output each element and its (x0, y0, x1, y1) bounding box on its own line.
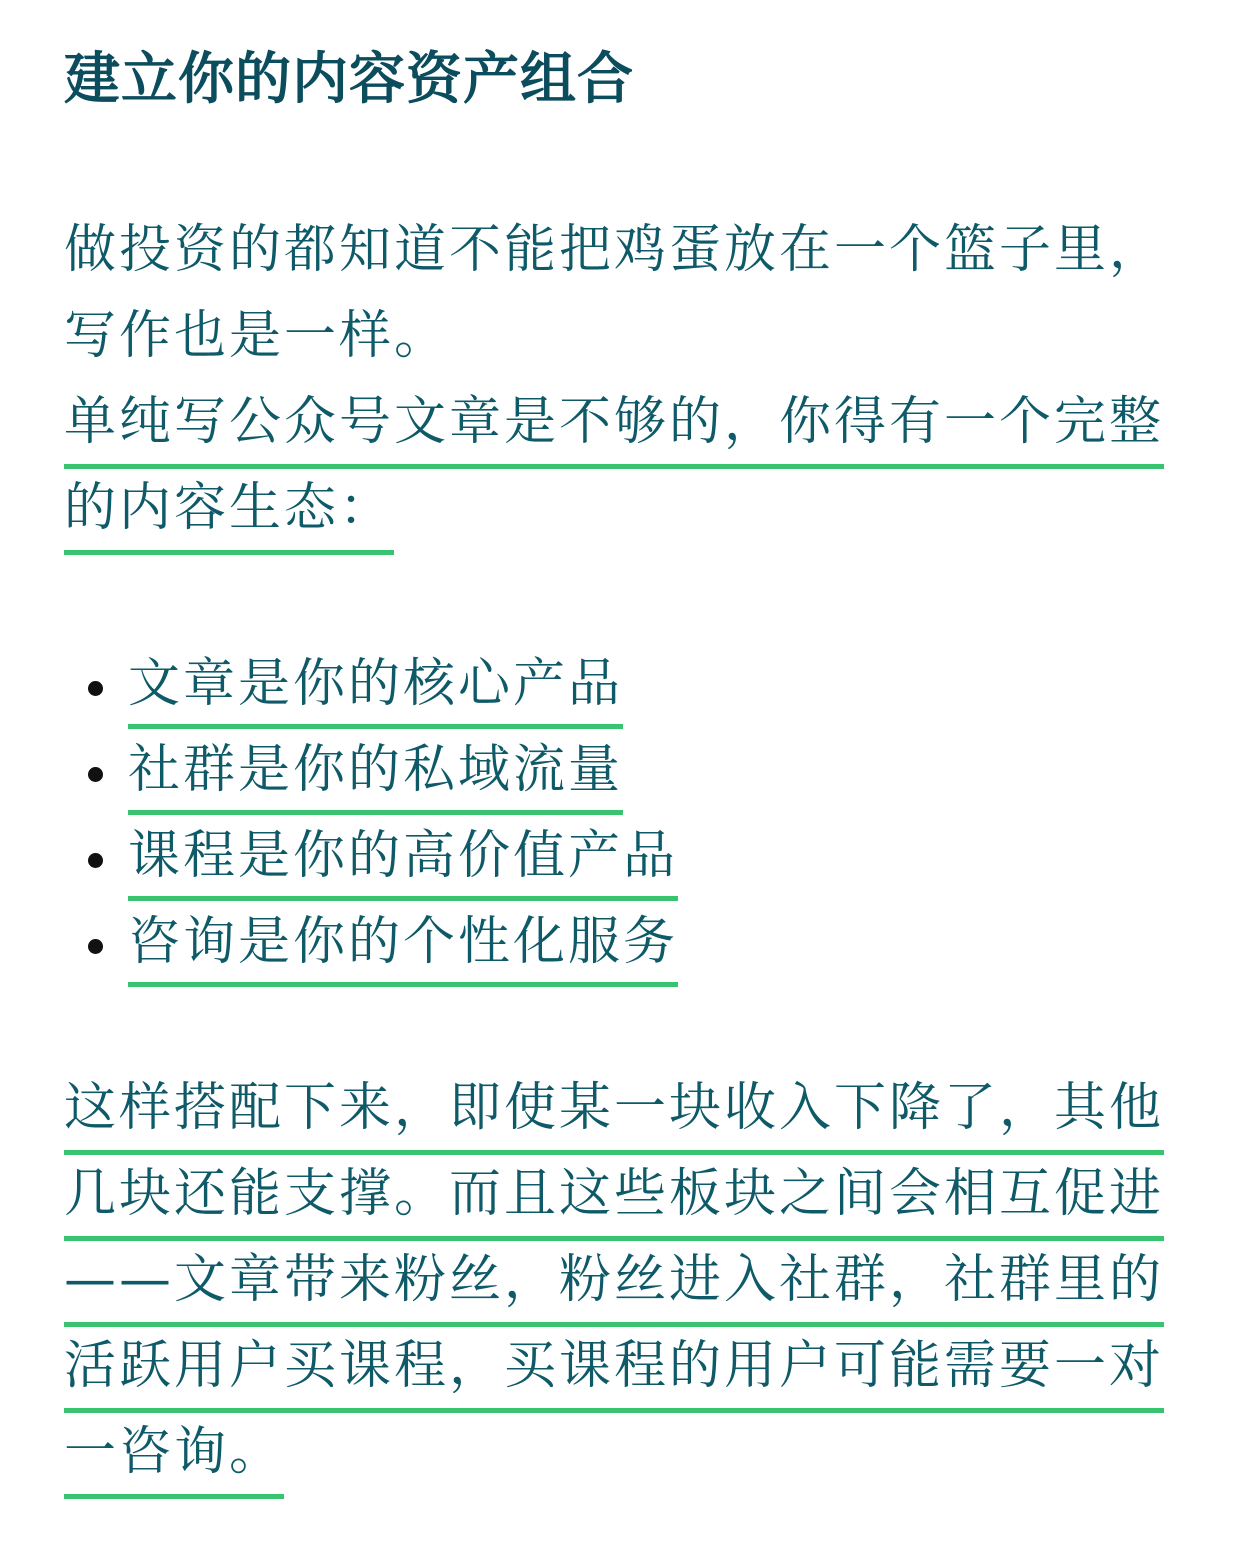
paragraph-1-line-1: 做投资的都知道不能把鸡蛋放在一个篮子里， (64, 220, 1165, 280)
paragraph-1-line-2: 写作也是一样。 (64, 306, 450, 366)
paragraph-3-line-3 (64, 1244, 1164, 1327)
list-item (0, 906, 1200, 992)
paragraph-3-line-2 (64, 1158, 1164, 1241)
paragraph-2-line-1 (64, 386, 1164, 469)
bullet-icon (88, 939, 103, 954)
highlighted-text: ——文章带来粉丝，粉丝进入社群，社群里的 (64, 1244, 1164, 1327)
bullet-icon (88, 853, 103, 868)
highlighted-text: 活跃用户买课程，买课程的用户可能需要一对 (64, 1330, 1164, 1413)
highlighted-text: 这样搭配下来，即使某一块收入下降了，其他 (64, 1072, 1164, 1155)
section-heading: 建立你的内容资产组合 (64, 47, 634, 112)
highlighted-text: 的内容生态： (64, 472, 394, 555)
list-item (0, 734, 1200, 820)
paragraph-3-line-5 (64, 1416, 284, 1499)
list-item-text: 课程是你的高价值产品 (128, 820, 678, 901)
highlighted-text: 单纯写公众号文章是不够的，你得有一个完整 (64, 386, 1164, 469)
list-item-text: 咨询是你的个性化服务 (128, 906, 678, 987)
list-item-text: 社群是你的私域流量 (128, 734, 623, 815)
highlighted-text: 一咨询。 (64, 1416, 284, 1499)
highlighted-text: 几块还能支撑。而且这些板块之间会相互促进 (64, 1158, 1164, 1241)
bullet-icon (88, 681, 103, 696)
bullet-icon (88, 767, 103, 782)
list-item (0, 820, 1200, 906)
paragraph-2-line-2 (64, 472, 394, 555)
list-item (0, 648, 1200, 734)
paragraph-3-line-4 (64, 1330, 1164, 1413)
list-item-text: 文章是你的核心产品 (128, 648, 623, 729)
paragraph-3-line-1 (64, 1072, 1164, 1155)
content-portfolio-list (0, 648, 1200, 992)
